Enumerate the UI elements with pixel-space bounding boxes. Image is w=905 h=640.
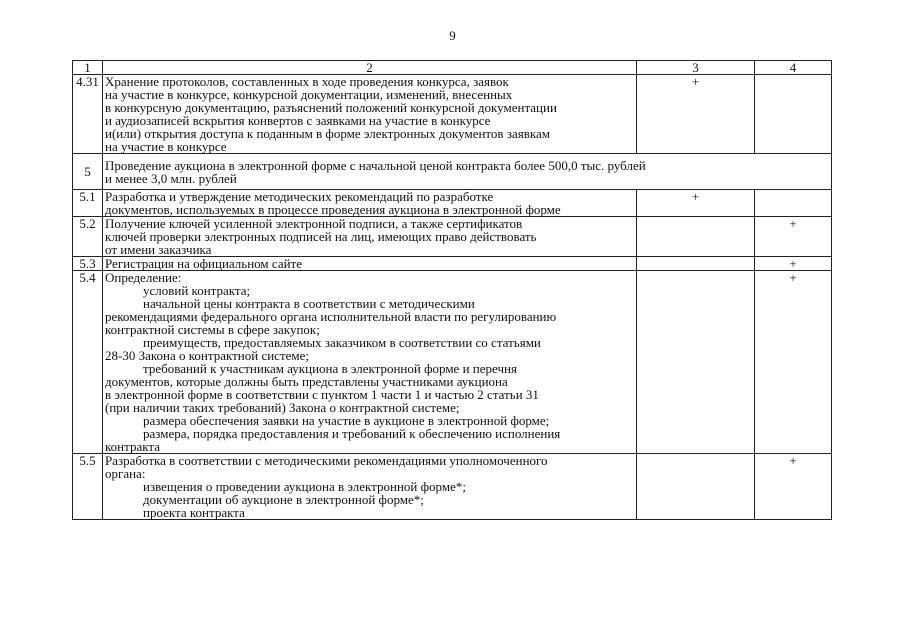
row-description: [103, 271, 637, 454]
description-line: начальной цены контракта в соответствии с методическими: [143, 296, 475, 311]
row-description: [103, 257, 637, 271]
table-row: [73, 75, 832, 154]
description-line: размера, порядка предоставления и требований к обеспечению исполнения: [143, 426, 561, 441]
row-number: 5.4: [73, 271, 103, 454]
row-description: [103, 217, 637, 257]
table-body: [73, 61, 832, 520]
description-line: Разработка и утверждение методических рекомендаций по разработке: [105, 189, 494, 204]
description-line: Разработка в соответствии с методическими рекомендациями уполномоченного: [105, 453, 548, 468]
description-line: рекомендациями федерального органа исполнительной власти по регулированию: [105, 309, 557, 324]
description-line: требований к участникам аукциона в электронной форме и перечня: [143, 361, 517, 376]
section-title: [103, 154, 832, 190]
col4-mark: [755, 217, 832, 257]
plus-mark: +: [789, 216, 797, 231]
table-row: [73, 257, 832, 271]
description-line: Хранение протоколов, составленных в ходе проведения конкурса, заявок: [105, 74, 509, 89]
row-number: 5.5: [73, 454, 103, 520]
col3-mark: [637, 257, 755, 271]
description-line: от имени заказчика: [105, 242, 212, 257]
table-row: [73, 217, 832, 257]
description-line: Регистрация на официальном сайте: [105, 256, 303, 271]
description-line: преимуществ, предоставляемых заказчиком в соответствии со статьями: [143, 335, 541, 350]
table-row: [73, 154, 832, 190]
row-description: [103, 75, 637, 154]
header-col-2: 2: [103, 61, 637, 75]
description-line: на участие в конкурсе: [105, 139, 227, 154]
description-line: условий контракта;: [143, 283, 251, 298]
col3-mark: [637, 190, 755, 217]
description-line: контрактной системы в сфере закупок;: [105, 322, 320, 337]
description-line: и аудиозаписей вскрытия конвертов с заявками на участие в конкурсе: [105, 113, 491, 128]
col3-mark: [637, 454, 755, 520]
col4-mark: [755, 271, 832, 454]
row-description: [103, 190, 637, 217]
plus-mark: +: [789, 270, 797, 285]
header-col-1: 1: [73, 61, 103, 75]
col3-mark: [637, 217, 755, 257]
table-row: [73, 271, 832, 454]
description-line: на участие в конкурсе, конкурсной документации, изменений, внесенных: [105, 87, 513, 102]
plus-mark: +: [691, 189, 700, 204]
plus-mark: +: [789, 256, 797, 271]
row-number: 5.1: [73, 190, 103, 217]
table-header-row: [73, 61, 832, 75]
col4-mark: [755, 454, 832, 520]
description-line: (при наличии таких требований) Закона о контрактной системе;: [105, 400, 460, 415]
description-line: и(или) открытия доступа к поданным в форме электронных документов заявкам: [105, 126, 550, 141]
description-line: размера обеспечения заявки на участие в аукционе в электронной форме;: [143, 413, 550, 428]
page-number: 9: [449, 28, 456, 43]
row-description: [103, 454, 637, 520]
description-line: контракта: [105, 439, 160, 454]
description-line: извещения о проведении аукциона в электронной форме*;: [143, 479, 466, 494]
row-number: 5: [73, 154, 103, 190]
header-col-4: 4: [755, 61, 832, 75]
col3-mark: [637, 75, 755, 154]
description-line: в электронной форме в соответствии с пунктом 1 части 1 и частью 2 статьи 31: [105, 387, 539, 402]
table-row: [73, 190, 832, 217]
table-row: [73, 454, 832, 520]
description-line: документов, которые должны быть представлены участниками аукциона: [105, 374, 508, 389]
description-line: документации об аукционе в электронной форме*;: [143, 492, 424, 507]
row-number: 5.2: [73, 217, 103, 257]
header-col-3: 3: [637, 61, 755, 75]
description-line: 28-30 Закона о контрактной системе;: [105, 348, 310, 363]
description-line: проекта контракта: [143, 505, 245, 520]
row-number: 5.3: [73, 257, 103, 271]
section-line: и менее 3,0 млн. рублей: [105, 171, 237, 186]
description-line: в конкурсную документацию, разъяснений положений конкурсной документации: [105, 100, 557, 115]
col3-mark: [637, 271, 755, 454]
description-line: ключей проверки электронных подписей на лиц, имеющих право действовать: [105, 229, 537, 244]
plus-mark: +: [691, 74, 700, 89]
plus-mark: +: [789, 453, 797, 468]
col4-mark: [755, 75, 832, 154]
col4-mark: [755, 257, 832, 271]
description-line: документов, используемых в процессе проведения аукциона в электронной форме: [105, 202, 561, 217]
description-line: Получение ключей усиленной электронной подписи, а также сертификатов: [105, 216, 523, 231]
col4-mark: [755, 190, 832, 217]
procurement-table: [72, 60, 832, 520]
description-line: органа:: [105, 466, 146, 481]
row-number: 4.31: [73, 75, 103, 154]
description-line: Определение:: [105, 270, 182, 285]
section-line: Проведение аукциона в электронной форме с начальной ценой контракта более 500,0 тыс. рублей: [105, 158, 646, 173]
